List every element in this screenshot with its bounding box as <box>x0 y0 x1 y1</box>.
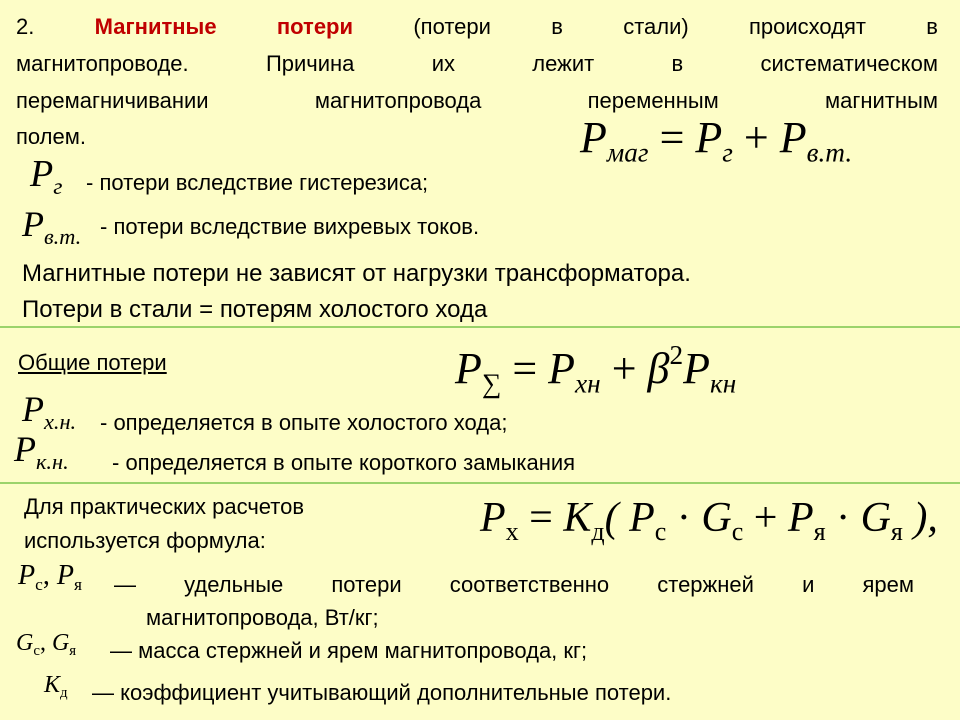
formula-mag-losses: $P_{маг} = P_г + P_{в.т.}$ <box>580 113 853 168</box>
intro-line-2: магнитопроводе. Причина их лежит в систематическом <box>16 51 938 76</box>
intro-line-3: перемагничивании магнитопровода переменным магнитным <box>16 88 938 113</box>
formula-practical: $P_х = K_д$( $P_с \cdot G_с + P_я \cdot G_я$ ), <box>480 495 938 547</box>
symbol-p-xn: $P_{х.н.}$ <box>22 389 77 434</box>
def-idle-test: - определяется в опыте холостого хода; <box>100 410 508 435</box>
divider-2 <box>0 482 960 484</box>
legend-specific-losses-2: магнитопровода, Вт/кг; <box>146 605 379 630</box>
legend-specific-losses: — удельные потери соответственно стержней и ярем <box>114 572 914 597</box>
symbol-gc-gya: $G_с$, $G_я$ <box>16 630 77 660</box>
note-load: Магнитные потери не зависят от нагрузки трансформатора. <box>22 260 691 287</box>
intro-line-1 <box>16 14 938 40</box>
def-hysteresis: - потери вследствие гистерезиса; <box>86 170 429 195</box>
legend-coefficient: — коэффициент учитывающий дополнительные потери. <box>92 680 672 705</box>
intro-number: 2. <box>16 14 35 39</box>
intro-rest: (потери в стали) происходят в <box>413 14 938 39</box>
total-losses-title: Общие потери <box>18 350 167 375</box>
legend-mass: — масса стержней и ярем магнитопровода, кг; <box>110 638 588 663</box>
intro-highlight: Магнитные потери <box>94 14 354 39</box>
formula-total-losses: $P_\sum = P_{хн} + \beta^2P_{кн}$ <box>455 340 737 399</box>
practical-line-1: Для практических расчетов <box>24 494 305 519</box>
symbol-p-vt: $P_{в.т.}$ <box>22 204 82 249</box>
symbol-pc-pya: $P_с$, $P_я$ <box>18 560 82 595</box>
divider-1 <box>0 326 960 328</box>
def-short-circuit: - определяется в опыте короткого замыкания <box>112 450 576 475</box>
practical-line-2: используется формула: <box>24 528 266 553</box>
symbol-p-g: $P_г$ <box>30 153 63 201</box>
intro-line-4: полем. <box>16 124 86 149</box>
symbol-kd: $K_д$ <box>44 672 68 702</box>
symbol-p-kn: $P_{к.н.}$ <box>14 429 69 474</box>
note-idle: Потери в стали = потерям холостого хода <box>22 296 488 323</box>
def-eddy: - потери вследствие вихревых токов. <box>100 214 480 239</box>
